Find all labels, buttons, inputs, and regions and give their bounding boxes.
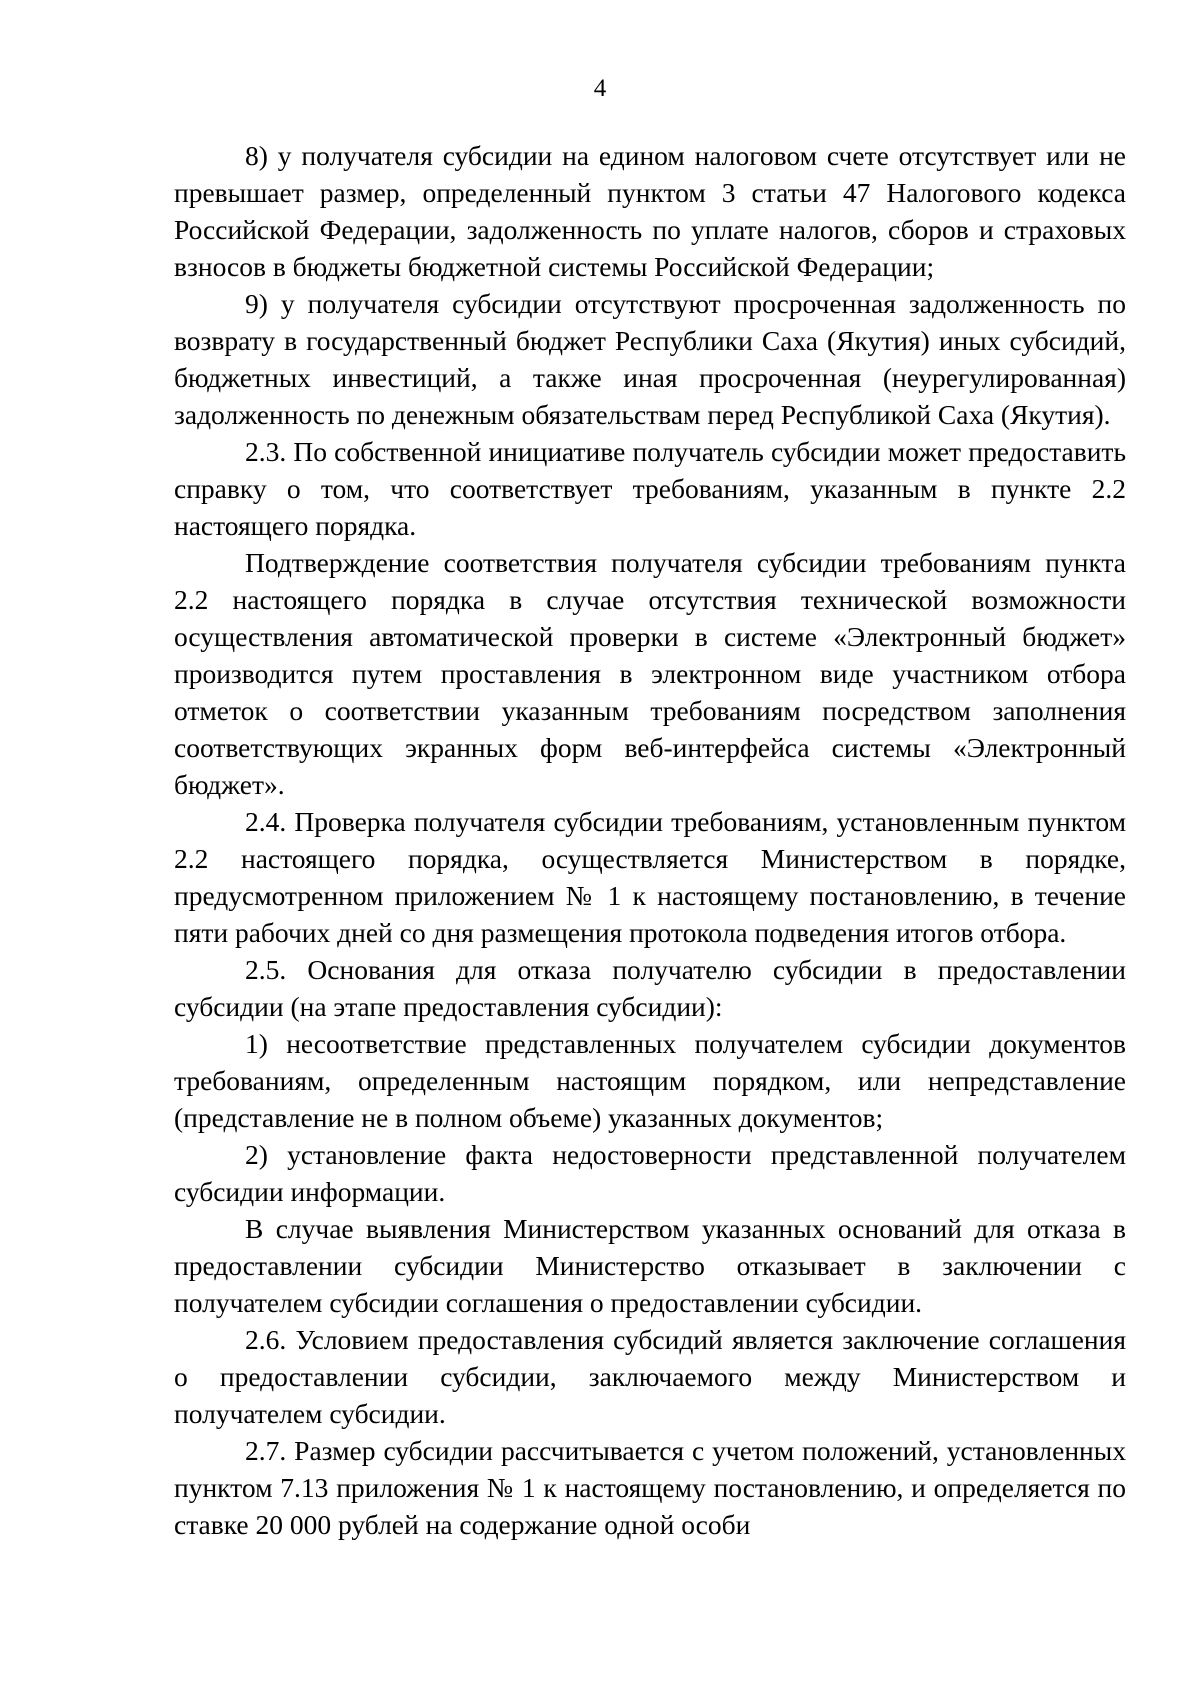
paragraph-2-6: 2.6. Условием предоставления субсидий является заключение соглашения о предоставлении субсидии, заключаемого между Министерством и получателем субсидии. [174, 1324, 1126, 1429]
paragraph-refusal-case: В случае выявления Министерством указанных оснований для отказа в предоставлении субсидии Министерство отказывает в заключении с получателем субсидии соглашения о предоставлении субсидии. [174, 1213, 1126, 1318]
paragraph-refusal-ground-1: 1) несоответствие представленных получателем субсидии документов требованиям, определенным настоящим порядком, или непредставление (представление не в полном объеме) указанных документов; [174, 1028, 1126, 1133]
paragraph-refusal-ground-2: 2) установление факта недостоверности представленной получателем субсидии информации. [174, 1139, 1126, 1207]
paragraph-confirmation: Подтверждение соответствия получателя субсидии требованиям пункта 2.2 настоящего порядка в случае отсутствия технической возможности осуществления автоматической проверки в системе «Электронный бюджет» производится путем проставления в электронном виде участником отбора отметок о соответствии указанным требованиям посредством заполнения соответствующих экранных форм веб-интерфейса системы «Электронный бюджет». [174, 547, 1126, 800]
paragraph-2-4: 2.4. Проверка получателя субсидии требованиям, установленным пунктом 2.2 настоящего порядка, осуществляется Министерством в порядке, предусмотренном приложением № 1 к настоящему постановлению, в течение пяти рабочих дней со дня размещения протокола подведения итогов отбора. [174, 806, 1126, 948]
paragraph-item-9: 9) у получателя субсидии отсутствуют просроченная задолженность по возврату в государственный бюджет Республики Саха (Якутия) иных субсидий, бюджетных инвестиций, а также иная просроченная (неурегулированная) задолженность по денежным обязательствам перед Республикой Саха (Якутия). [174, 288, 1126, 430]
page-number: 4 [593, 75, 607, 102]
paragraph-item-8: 8) у получателя субсидии на едином налоговом счете отсутствует или не превышает размер, определенный пунктом 3 статьи 47 Налогового кодекса Российской Федерации, задолженность по уплате налогов, сборов и страховых взносов в бюджеты бюджетной системы Российской Федерации; [174, 140, 1126, 282]
document-body [174, 137, 1126, 1543]
paragraph-2-5: 2.5. Основания для отказа получателю субсидии в предоставлении субсидии (на этапе предоставления субсидии): [174, 954, 1126, 1022]
paragraph-2-3: 2.3. По собственной инициативе получатель субсидии может предоставить справку о том, что соответствует требованиям, указанным в пункте 2.2 настоящего порядка. [174, 436, 1126, 541]
paragraph-2-7: 2.7. Размер субсидии рассчитывается с учетом положений, установленных пунктом 7.13 приложения № 1 к настоящему постановлению, и определяется по ставке 20 000 рублей на содержание одной особи [174, 1435, 1126, 1540]
